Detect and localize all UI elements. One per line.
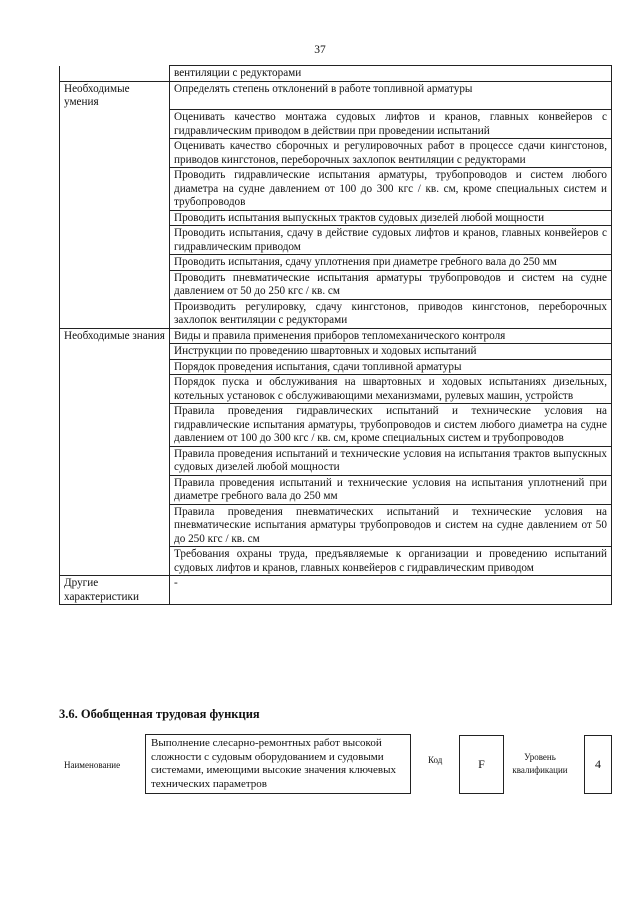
table-row	[60, 404, 612, 447]
category-label-other: Другие характеристики	[60, 576, 170, 605]
table-row	[60, 110, 612, 139]
table-cell: Виды и правила применения приборов тепломеханического контроля	[170, 328, 612, 344]
name-label: Наименование	[64, 760, 121, 770]
level-label: Уровень квалификации	[512, 752, 568, 775]
table-row	[60, 547, 612, 576]
table-cell: вентиляции с редукторами	[170, 66, 612, 82]
category-cell	[60, 375, 170, 404]
code-box: F	[459, 735, 504, 794]
table-cell: Определять степень отклонений в работе топливной арматуры	[170, 81, 612, 110]
code-label: Код	[428, 755, 443, 765]
category-cell	[60, 270, 170, 299]
table-cell: Проводить пневматические испытания арматуры трубопроводов и систем на судне давлением от 50 до 250 кгс / кв. см	[170, 270, 612, 299]
category-cell	[60, 404, 170, 447]
table-row	[60, 270, 612, 299]
table-row	[60, 226, 612, 255]
category-cell	[60, 344, 170, 360]
table-row	[60, 81, 612, 110]
category-cell	[60, 255, 170, 271]
category-cell	[60, 299, 170, 328]
table-row	[60, 299, 612, 328]
table-row	[60, 210, 612, 226]
section-title: 3.6. Обобщенная трудовая функция	[59, 707, 260, 721]
category-label-skills: Необходимые умения	[60, 81, 170, 110]
table-cell: Инструкции по проведению швартовных и ходовых испытаний	[170, 344, 612, 360]
table-row	[60, 139, 612, 168]
category-label-knowledge: Необходимые знания	[60, 328, 170, 344]
table-row	[60, 359, 612, 375]
category-cell	[60, 446, 170, 475]
level-box: 4	[584, 735, 612, 794]
table-cell: Порядок проведения испытания, сдачи топливной арматуры	[170, 359, 612, 375]
table-cell: -	[170, 576, 612, 605]
category-cell	[60, 359, 170, 375]
category-cell	[60, 110, 170, 139]
table-cell: Требования охраны труда, предъявляемые к организации и проведению испытаний судовых лифтов и кранов, главных конвейеров с гидравлическим приводом	[170, 547, 612, 576]
function-name-box: Выполнение слесарно-ремонтных работ высокой сложности с судовым оборудованием и судовыми системами, имеющими высокие значения ключевых технических параметров	[145, 734, 411, 794]
category-cell	[60, 226, 170, 255]
category-cell	[60, 168, 170, 211]
table-row	[60, 328, 612, 344]
table-row	[60, 375, 612, 404]
table-cell: Проводить испытания, сдачу уплотнения при диаметре гребного вала до 250 мм	[170, 255, 612, 271]
table-row	[60, 66, 612, 82]
table-row	[60, 504, 612, 547]
category-cell	[60, 210, 170, 226]
table-row	[60, 344, 612, 360]
table-row	[60, 255, 612, 271]
page-number: 37	[314, 44, 326, 56]
table-cell: Проводить испытания, сдачу в действие судовых лифтов и кранов, главных конвейеров с гидравлическим приводом	[170, 226, 612, 255]
category-cell	[60, 139, 170, 168]
table-row	[60, 446, 612, 475]
table-cell: Порядок пуска и обслуживания на швартовных и ходовых испытаниях дизельных, котельных установок с обслуживающими механизмами, рулевых машин, устройств	[170, 375, 612, 404]
category-cell	[60, 547, 170, 576]
table-row	[60, 475, 612, 504]
table-cell: Проводить испытания выпускных трактов судовых дизелей любой мощности	[170, 210, 612, 226]
table-row	[60, 168, 612, 211]
table-cell: Оценивать качество сборочных и регулировочных работ в процессе сдачи кингстонов, приводов кингстонов, переборочных захлопок вентиляции с редукторами	[170, 139, 612, 168]
competency-table	[59, 65, 612, 605]
category-cell	[60, 475, 170, 504]
category-cell	[60, 66, 170, 82]
table-cell: Производить регулировку, сдачу кингстонов, приводов кингстонов, переборочных захлопок вентиляции с редукторами	[170, 299, 612, 328]
category-cell	[60, 504, 170, 547]
table-cell: Правила проведения пневматических испытаний и технические условия на пневматические испытания арматуры трубопроводов и систем на судне давлением от 50 до 250 кгс / кв. см	[170, 504, 612, 547]
table-cell: Правила проведения испытаний и технические условия на испытания трактов выпускных судовых дизелей любой мощности	[170, 446, 612, 475]
table-cell: Оценивать качество монтажа судовых лифтов и кранов, главных конвейеров с гидравлическим приводом в действии при проведении испытаний	[170, 110, 612, 139]
table-cell: Проводить гидравлические испытания арматуры, трубопроводов и систем любого диаметра на судне давлением от 100 до 300 кгс / кв. см, кроме специальных систем и трубопроводов	[170, 168, 612, 211]
table-row	[60, 576, 612, 605]
table-cell: Правила проведения гидравлических испытаний и технические условия на гидравлические испытания арматуры, трубопроводов и систем любого диаметра на судне давлением от 100 до 300 кгс / кв. см, кроме специальных систем и трубопроводов	[170, 404, 612, 447]
table-cell: Правила проведения испытаний и технические условия на испытания уплотнений при диаметре гребного вала до 250 мм	[170, 475, 612, 504]
